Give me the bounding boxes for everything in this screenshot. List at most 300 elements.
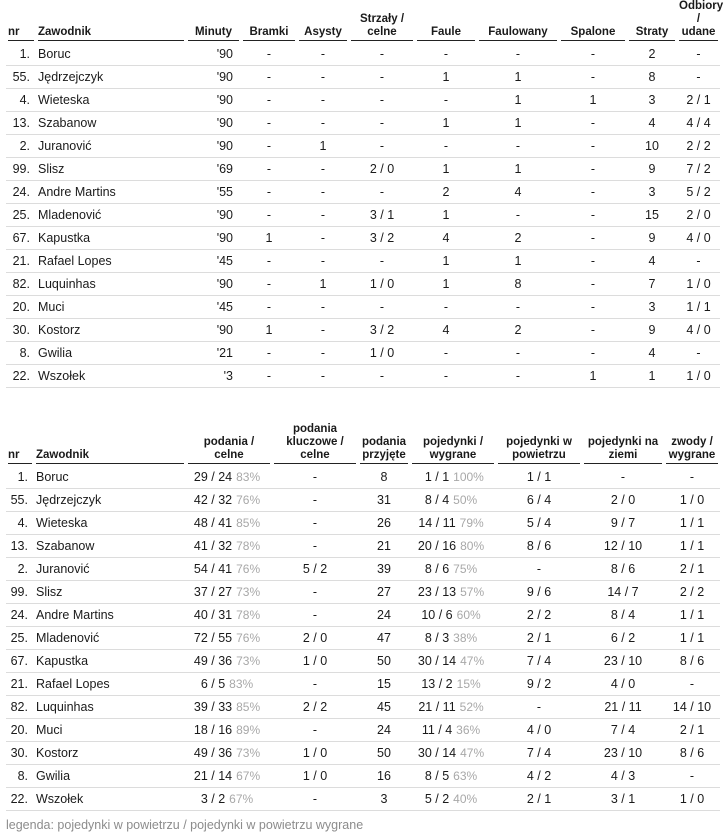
- stat-cell: 1: [627, 365, 677, 388]
- stat-cell: 50: [358, 742, 410, 765]
- stat-cell: -: [272, 581, 358, 604]
- stat-percent: 79%: [459, 516, 484, 530]
- stat-cell: 7 / 4: [496, 650, 582, 673]
- col-header-passes: podania / celne: [186, 420, 272, 466]
- stat-cell: 1 / 1: [496, 466, 582, 489]
- stat-value: 21 / 14: [193, 769, 233, 783]
- stat-cell: 2 / 0: [677, 204, 720, 227]
- stat-value: 37 / 27: [193, 585, 233, 599]
- player-number: 22.: [6, 365, 36, 388]
- stat-cell: [410, 742, 496, 765]
- stat-cell: 1: [477, 66, 559, 89]
- stat-cell: -: [677, 342, 720, 365]
- player-number: 8.: [6, 765, 34, 788]
- stat-cell: -: [297, 66, 349, 89]
- stat-cell: -: [415, 342, 477, 365]
- stat-value: 42 / 32: [193, 493, 233, 507]
- stat-cell: [186, 489, 272, 512]
- stat-percent: 40%: [453, 792, 478, 806]
- stat-cell: [186, 742, 272, 765]
- stat-cell: -: [496, 696, 582, 719]
- stat-cell: '90: [186, 273, 241, 296]
- stat-cell: 12 / 10: [582, 535, 664, 558]
- stat-cell: 16: [358, 765, 410, 788]
- stat-cell: '90: [186, 204, 241, 227]
- stat-value: 13 / 2: [421, 677, 453, 691]
- stat-percent: 100%: [453, 470, 484, 484]
- stat-cell: -: [349, 43, 415, 66]
- stat-cell: 1: [415, 112, 477, 135]
- player-name: Luquinhas: [34, 696, 186, 719]
- stat-cell: 1 / 0: [349, 342, 415, 365]
- stat-cell: -: [559, 43, 627, 66]
- stat-cell: 1: [241, 227, 297, 250]
- stat-cell: '90: [186, 43, 241, 66]
- player-number: 67.: [6, 227, 36, 250]
- col-header-assists: Asysty: [297, 0, 349, 43]
- stat-percent: 85%: [236, 516, 261, 530]
- stat-cell: 2 / 1: [496, 627, 582, 650]
- stat-cell: 2 / 0: [582, 489, 664, 512]
- stat-cell: 2 / 2: [677, 135, 720, 158]
- stat-cell: -: [297, 365, 349, 388]
- stat-cell: -: [349, 365, 415, 388]
- table-row: [6, 342, 720, 365]
- stat-percent: 47%: [460, 746, 485, 760]
- stat-cell: 8: [477, 273, 559, 296]
- stat-cell: 21 / 11: [582, 696, 664, 719]
- stat-cell: -: [559, 342, 627, 365]
- stat-cell: [186, 788, 272, 811]
- stat-cell: 1 / 1: [664, 512, 720, 535]
- stat-cell: -: [241, 181, 297, 204]
- stat-percent: 73%: [236, 654, 261, 668]
- col-header-minutes: Minuty: [186, 0, 241, 43]
- stat-cell: -: [559, 227, 627, 250]
- player-name: Wszołek: [34, 788, 186, 811]
- stat-percent: 63%: [453, 769, 478, 783]
- table-row: [6, 512, 720, 535]
- stat-percent: 73%: [236, 585, 261, 599]
- player-number: 8.: [6, 342, 36, 365]
- stat-percent: 38%: [453, 631, 478, 645]
- stat-cell: -: [477, 296, 559, 319]
- stat-cell: 4: [627, 342, 677, 365]
- player-number: 20.: [6, 296, 36, 319]
- player-number: 4.: [6, 89, 36, 112]
- stat-cell: -: [297, 204, 349, 227]
- stat-cell: 2 / 0: [272, 627, 358, 650]
- stat-percent: 47%: [460, 654, 485, 668]
- player-number: 22.: [6, 788, 34, 811]
- table-row: [6, 696, 720, 719]
- stat-percent: 75%: [453, 562, 478, 576]
- col-header-player: Zawodnik: [36, 0, 186, 43]
- stat-cell: 6 / 2: [582, 627, 664, 650]
- player-stats-table-1: [6, 0, 724, 388]
- stat-cell: -: [241, 66, 297, 89]
- stat-cell: -: [349, 66, 415, 89]
- stat-cell: 8 / 6: [582, 558, 664, 581]
- stat-cell: 3: [627, 296, 677, 319]
- stat-cell: -: [297, 319, 349, 342]
- stat-value: 39 / 33: [193, 700, 233, 714]
- stat-cell: -: [297, 227, 349, 250]
- stat-value: 3 / 2: [200, 792, 226, 806]
- stat-cell: -: [559, 296, 627, 319]
- stat-cell: -: [272, 512, 358, 535]
- stat-value: 30 / 14: [417, 746, 457, 760]
- stat-cell: [186, 466, 272, 489]
- stat-cell: [186, 696, 272, 719]
- stat-cell: 1: [559, 89, 627, 112]
- stat-cell: 39: [358, 558, 410, 581]
- stat-cell: [186, 581, 272, 604]
- stat-value: 49 / 36: [193, 746, 233, 760]
- player-name: Andre Martins: [34, 604, 186, 627]
- stat-cell: -: [415, 135, 477, 158]
- stat-cell: 7 / 4: [582, 719, 664, 742]
- player-number: 82.: [6, 273, 36, 296]
- stat-cell: [410, 650, 496, 673]
- stat-cell: 3 / 2: [349, 319, 415, 342]
- stat-cell: 24: [358, 719, 410, 742]
- stat-cell: -: [272, 788, 358, 811]
- stat-cell: 31: [358, 489, 410, 512]
- stat-value: 14 / 11: [418, 516, 456, 530]
- col-header-shots: Strzały / celne: [349, 0, 415, 43]
- stat-cell: -: [297, 342, 349, 365]
- stat-cell: -: [241, 89, 297, 112]
- stat-cell: [186, 627, 272, 650]
- stat-cell: '90: [186, 319, 241, 342]
- stat-cell: -: [559, 319, 627, 342]
- stat-cell: 23 / 10: [582, 742, 664, 765]
- col-header-losses: Straty: [627, 0, 677, 43]
- stat-cell: 45: [358, 696, 410, 719]
- stat-cell: 1: [415, 250, 477, 273]
- stat-cell: 5 / 2: [272, 558, 358, 581]
- stat-value: 1 / 1: [424, 470, 450, 484]
- player-number: 25.: [6, 627, 34, 650]
- stat-cell: 9 / 2: [496, 673, 582, 696]
- stat-cell: -: [272, 489, 358, 512]
- stat-cell: 9 / 6: [496, 581, 582, 604]
- stat-cell: 9: [627, 319, 677, 342]
- player-name: Jędrzejczyk: [34, 489, 186, 512]
- stat-cell: 2 / 2: [664, 581, 720, 604]
- stat-cell: 1 / 0: [664, 788, 720, 811]
- stat-cell: [410, 627, 496, 650]
- stat-cell: 2: [477, 227, 559, 250]
- stat-value: 49 / 36: [193, 654, 233, 668]
- player-number: 24.: [6, 604, 34, 627]
- stat-cell: '90: [186, 89, 241, 112]
- player-name: Mladenović: [36, 204, 186, 227]
- stat-cell: -: [349, 296, 415, 319]
- stat-cell: 5 / 2: [677, 181, 720, 204]
- stat-percent: 60%: [456, 608, 481, 622]
- stat-cell: 8: [627, 66, 677, 89]
- player-name: Kostorz: [34, 742, 186, 765]
- stat-cell: '90: [186, 66, 241, 89]
- stat-value: 20 / 16: [417, 539, 457, 553]
- stat-cell: -: [415, 89, 477, 112]
- stat-percent: 15%: [456, 677, 481, 691]
- stat-cell: 1: [415, 158, 477, 181]
- stat-cell: 21: [358, 535, 410, 558]
- stat-cell: -: [559, 135, 627, 158]
- table-header-row: [6, 420, 720, 466]
- stat-cell: -: [477, 342, 559, 365]
- stat-cell: 1: [415, 66, 477, 89]
- stat-cell: 3: [358, 788, 410, 811]
- stat-percent: 57%: [460, 585, 485, 599]
- stat-cell: 2 / 0: [349, 158, 415, 181]
- stat-cell: 8: [358, 466, 410, 489]
- stat-cell: -: [297, 43, 349, 66]
- stat-percent: 89%: [236, 723, 261, 737]
- table-row: [6, 466, 720, 489]
- stat-cell: 1: [415, 273, 477, 296]
- stat-cell: -: [272, 719, 358, 742]
- stat-cell: -: [415, 296, 477, 319]
- stat-cell: [410, 535, 496, 558]
- stat-cell: -: [297, 89, 349, 112]
- stat-cell: -: [241, 273, 297, 296]
- stat-cell: '69: [186, 158, 241, 181]
- stat-cell: [410, 696, 496, 719]
- col-header-goals: Bramki: [241, 0, 297, 43]
- stat-cell: 1 / 0: [349, 273, 415, 296]
- stat-cell: 1 / 0: [677, 365, 720, 388]
- stat-cell: 1 / 0: [272, 742, 358, 765]
- stat-cell: 2 / 2: [496, 604, 582, 627]
- stat-cell: 2: [627, 43, 677, 66]
- table-row: [6, 319, 720, 342]
- stat-percent: 76%: [236, 562, 261, 576]
- stat-cell: [186, 719, 272, 742]
- stat-cell: 1 / 1: [664, 535, 720, 558]
- stat-value: 23 / 13: [417, 585, 457, 599]
- stat-cell: -: [349, 135, 415, 158]
- stat-cell: [410, 604, 496, 627]
- stat-value: 8 / 5: [424, 769, 450, 783]
- player-name: Kapustka: [36, 227, 186, 250]
- stat-cell: '3: [186, 365, 241, 388]
- stat-cell: 1: [477, 158, 559, 181]
- stat-percent: 83%: [236, 470, 261, 484]
- player-name: Boruc: [36, 43, 186, 66]
- stat-percent: 67%: [236, 769, 261, 783]
- stat-cell: 1: [477, 89, 559, 112]
- stat-cell: '55: [186, 181, 241, 204]
- player-name: Wieteska: [34, 512, 186, 535]
- player-name: Kostorz: [36, 319, 186, 342]
- stat-cell: [410, 581, 496, 604]
- player-name: Szabanow: [36, 112, 186, 135]
- table-row: [6, 742, 720, 765]
- stat-cell: 10: [627, 135, 677, 158]
- stat-cell: 9: [627, 158, 677, 181]
- player-name: Gwilia: [34, 765, 186, 788]
- stat-cell: -: [677, 43, 720, 66]
- col-header-key-passes: podania kluczowe / celne: [272, 420, 358, 466]
- stat-cell: [410, 489, 496, 512]
- stat-cell: -: [297, 112, 349, 135]
- stat-cell: 7: [627, 273, 677, 296]
- stat-cell: 8 / 6: [496, 535, 582, 558]
- col-header-player: Zawodnik: [34, 420, 186, 466]
- stat-cell: [410, 719, 496, 742]
- stat-cell: -: [272, 466, 358, 489]
- stat-value: 10 / 6: [421, 608, 453, 622]
- stat-cell: 2 / 2: [272, 696, 358, 719]
- stat-cell: -: [297, 158, 349, 181]
- stat-percent: 76%: [236, 631, 261, 645]
- stat-cell: [410, 788, 496, 811]
- stat-cell: -: [664, 673, 720, 696]
- stat-cell: 26: [358, 512, 410, 535]
- player-number: 2.: [6, 558, 34, 581]
- stat-cell: 3: [627, 89, 677, 112]
- stat-cell: -: [241, 135, 297, 158]
- stat-percent: 78%: [236, 539, 261, 553]
- stat-cell: 8 / 6: [664, 650, 720, 673]
- stat-cell: [186, 765, 272, 788]
- stat-cell: 4: [415, 319, 477, 342]
- stat-cell: -: [664, 765, 720, 788]
- player-number: 20.: [6, 719, 34, 742]
- stat-cell: 2 / 1: [664, 558, 720, 581]
- table-row: [6, 89, 720, 112]
- stat-percent: 83%: [229, 677, 254, 691]
- stat-cell: '90: [186, 227, 241, 250]
- stat-cell: '45: [186, 250, 241, 273]
- table-row: [6, 535, 720, 558]
- stat-cell: -: [349, 250, 415, 273]
- stat-cell: [410, 765, 496, 788]
- stat-cell: 8 / 6: [664, 742, 720, 765]
- stat-cell: -: [241, 43, 297, 66]
- stat-value: 48 / 41: [193, 516, 233, 530]
- stat-cell: 2 / 1: [677, 89, 720, 112]
- table-row: [6, 112, 720, 135]
- table-row: [6, 227, 720, 250]
- stat-percent: 85%: [236, 700, 261, 714]
- player-number: 55.: [6, 489, 34, 512]
- stat-cell: -: [415, 43, 477, 66]
- stat-cell: -: [477, 365, 559, 388]
- table-header-row: [6, 0, 720, 43]
- player-name: Boruc: [34, 466, 186, 489]
- legend-note: legenda: pojedynki w powietrzu / pojedynki w powietrzu wygrane: [6, 818, 364, 832]
- stat-value: 5 / 2: [424, 792, 450, 806]
- stat-cell: 2: [415, 181, 477, 204]
- stat-cell: -: [477, 43, 559, 66]
- table-row: [6, 273, 720, 296]
- stat-cell: -: [241, 365, 297, 388]
- stat-cell: [410, 466, 496, 489]
- stat-cell: -: [241, 112, 297, 135]
- stat-value: 40 / 31: [193, 608, 233, 622]
- stat-cell: [186, 604, 272, 627]
- stat-cell: [186, 650, 272, 673]
- stat-cell: -: [297, 250, 349, 273]
- stat-percent: 80%: [460, 539, 485, 553]
- player-number: 67.: [6, 650, 34, 673]
- player-name: Muci: [34, 719, 186, 742]
- stat-cell: 1: [297, 273, 349, 296]
- stat-cell: 1: [297, 135, 349, 158]
- player-name: Wszołek: [36, 365, 186, 388]
- stat-cell: 3: [627, 181, 677, 204]
- player-number: 13.: [6, 535, 34, 558]
- stat-cell: 14 / 10: [664, 696, 720, 719]
- table-row: [6, 489, 720, 512]
- stat-cell: 27: [358, 581, 410, 604]
- player-number: 13.: [6, 112, 36, 135]
- stat-cell: -: [241, 204, 297, 227]
- stat-percent: 76%: [236, 493, 261, 507]
- table-row: [6, 673, 720, 696]
- stat-cell: 1 / 0: [664, 489, 720, 512]
- stat-value: 54 / 41: [193, 562, 233, 576]
- stat-cell: 1: [477, 250, 559, 273]
- table-row: [6, 181, 720, 204]
- stat-cell: 47: [358, 627, 410, 650]
- stat-cell: -: [297, 296, 349, 319]
- stat-cell: 1: [241, 319, 297, 342]
- stat-percent: 36%: [456, 723, 481, 737]
- table-row: [6, 788, 720, 811]
- col-header-passes-received: podania przyjęte: [358, 420, 410, 466]
- stat-value: 21 / 11: [418, 700, 456, 714]
- stat-cell: [410, 558, 496, 581]
- col-header-fouls: Faule: [415, 0, 477, 43]
- stat-value: 72 / 55: [193, 631, 233, 645]
- stat-cell: [186, 558, 272, 581]
- player-name: Szabanow: [34, 535, 186, 558]
- stat-cell: 4 / 4: [677, 112, 720, 135]
- player-name: Muci: [36, 296, 186, 319]
- stat-cell: -: [559, 112, 627, 135]
- stat-value: 11 / 4: [421, 723, 453, 737]
- player-name: Slisz: [34, 581, 186, 604]
- stat-value: 30 / 14: [417, 654, 457, 668]
- table-row: [6, 765, 720, 788]
- stat-cell: -: [272, 673, 358, 696]
- stat-cell: -: [241, 158, 297, 181]
- player-number: 82.: [6, 696, 34, 719]
- col-header-fouled: Faulowany: [477, 0, 559, 43]
- player-name: Rafael Lopes: [34, 673, 186, 696]
- player-name: Andre Martins: [36, 181, 186, 204]
- stat-cell: 1 / 0: [272, 650, 358, 673]
- player-number: 1.: [6, 466, 34, 489]
- stat-cell: -: [297, 181, 349, 204]
- col-header-tackles: Odbiory / udane: [677, 0, 720, 43]
- stat-cell: -: [559, 158, 627, 181]
- stat-cell: -: [477, 204, 559, 227]
- stat-percent: 67%: [229, 792, 254, 806]
- player-stats-table-2: [6, 420, 720, 811]
- stat-cell: 15: [627, 204, 677, 227]
- player-number: 24.: [6, 181, 36, 204]
- stat-percent: 50%: [453, 493, 478, 507]
- stat-cell: [186, 512, 272, 535]
- stat-cell: -: [677, 66, 720, 89]
